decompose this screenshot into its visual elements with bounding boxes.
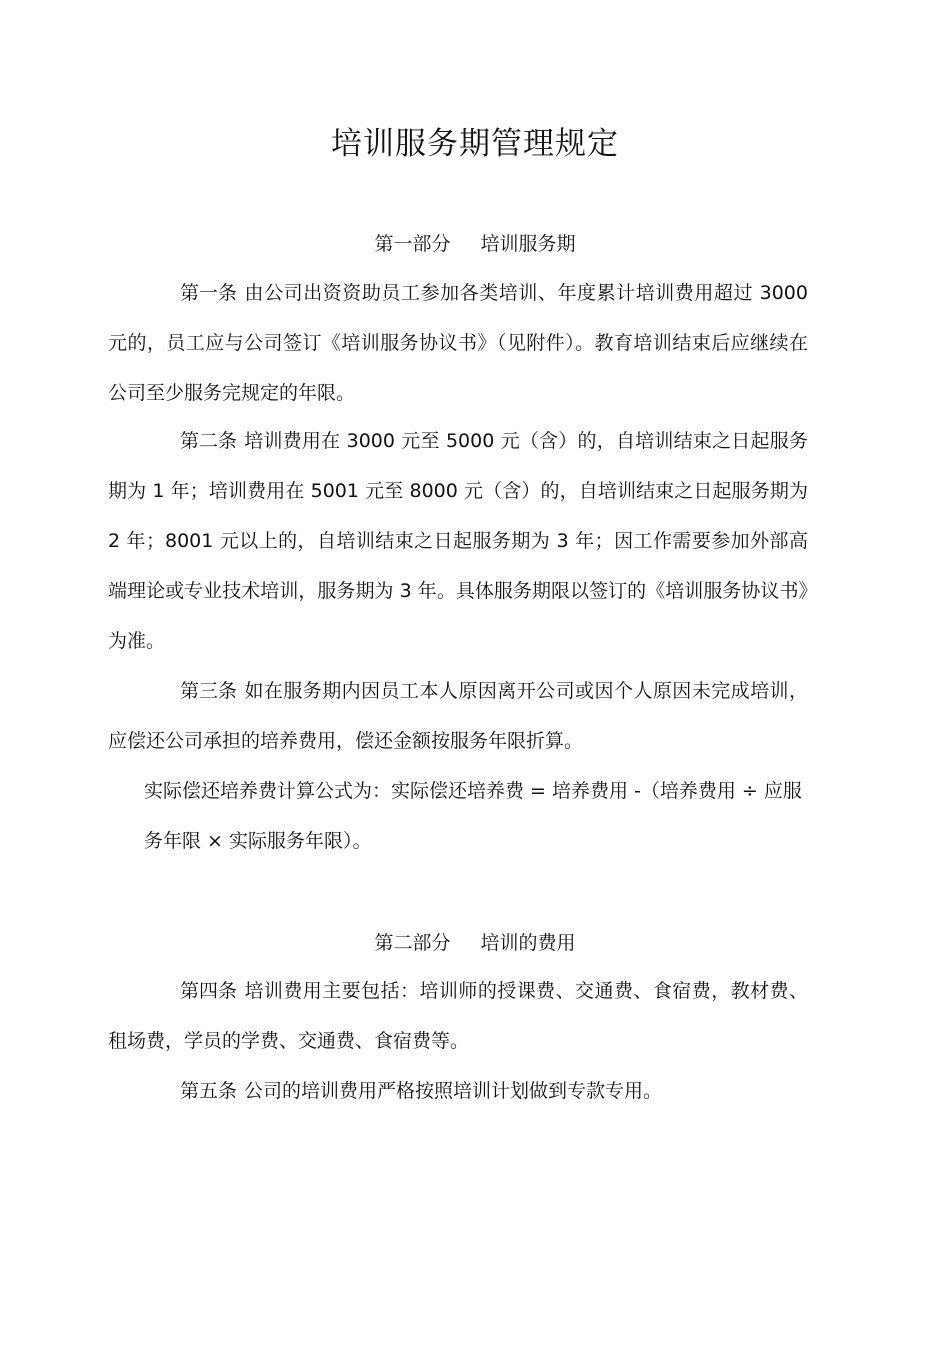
- part-two-name: 培训的费用: [480, 932, 576, 954]
- article-two-text: 培训费用在 3000 元至 5000 元（含）的，自培训结束之日起服务期为 1 年；培训费用在 5001 元至 8000 元（含）的，自培训结束之日起服务期为 2 年；8001 元以上的，自培训结束之日起服务期为 3 年；因工作需要参加外部高端理论或专业技术培训，服务期为 3 年。具体服务期限以签订的《培训服务协议书》为准。: [108, 430, 808, 652]
- article-four: [108, 966, 808, 1066]
- part-one-name: 培训服务期: [480, 233, 576, 255]
- article-two: [108, 416, 808, 666]
- article-one: [108, 268, 808, 418]
- part-two-label: 第二部分: [374, 932, 451, 954]
- article-one-text: 由公司出资资助员工参加各类培训、年度累计培训费用超过 3000元的，员工应与公司签订《培训服务协议书》（见附件）。教育培训结束后应继续在公司至少服务完规定的年限。: [108, 282, 808, 404]
- article-four-label: 第四条: [180, 980, 238, 1002]
- article-three: [108, 666, 808, 766]
- article-four-text: 培训费用主要包括：培训师的授课费、交通费、食宿费，教材费、租场费，学员的学费、交通费、食宿费等。: [108, 980, 808, 1052]
- part-two-heading: [0, 928, 950, 955]
- article-five: [108, 1066, 808, 1116]
- article-two-label: 第二条: [180, 430, 238, 452]
- article-one-label: 第一条: [180, 282, 238, 304]
- document-title: 培训服务期管理规定: [331, 126, 619, 162]
- article-five-text: 公司的培训费用严格按照培训计划做到专款专用。: [244, 1080, 663, 1102]
- repayment-formula: 实际偿还培养费计算公式为：实际偿还培养费 = 培养费用 -（培养费用 ÷ 应服务年限 × 实际服务年限）。: [144, 780, 802, 852]
- article-five-label: 第五条: [180, 1080, 238, 1102]
- part-one-heading: [0, 229, 950, 256]
- article-three-label: 第三条: [180, 680, 238, 702]
- part-one-label: 第一部分: [374, 233, 451, 255]
- article-three-text: 如在服务期内因员工本人原因离开公司或因个人原因未完成培训，应偿还公司承担的培养费用，偿还金额按服务年限折算。: [108, 680, 808, 752]
